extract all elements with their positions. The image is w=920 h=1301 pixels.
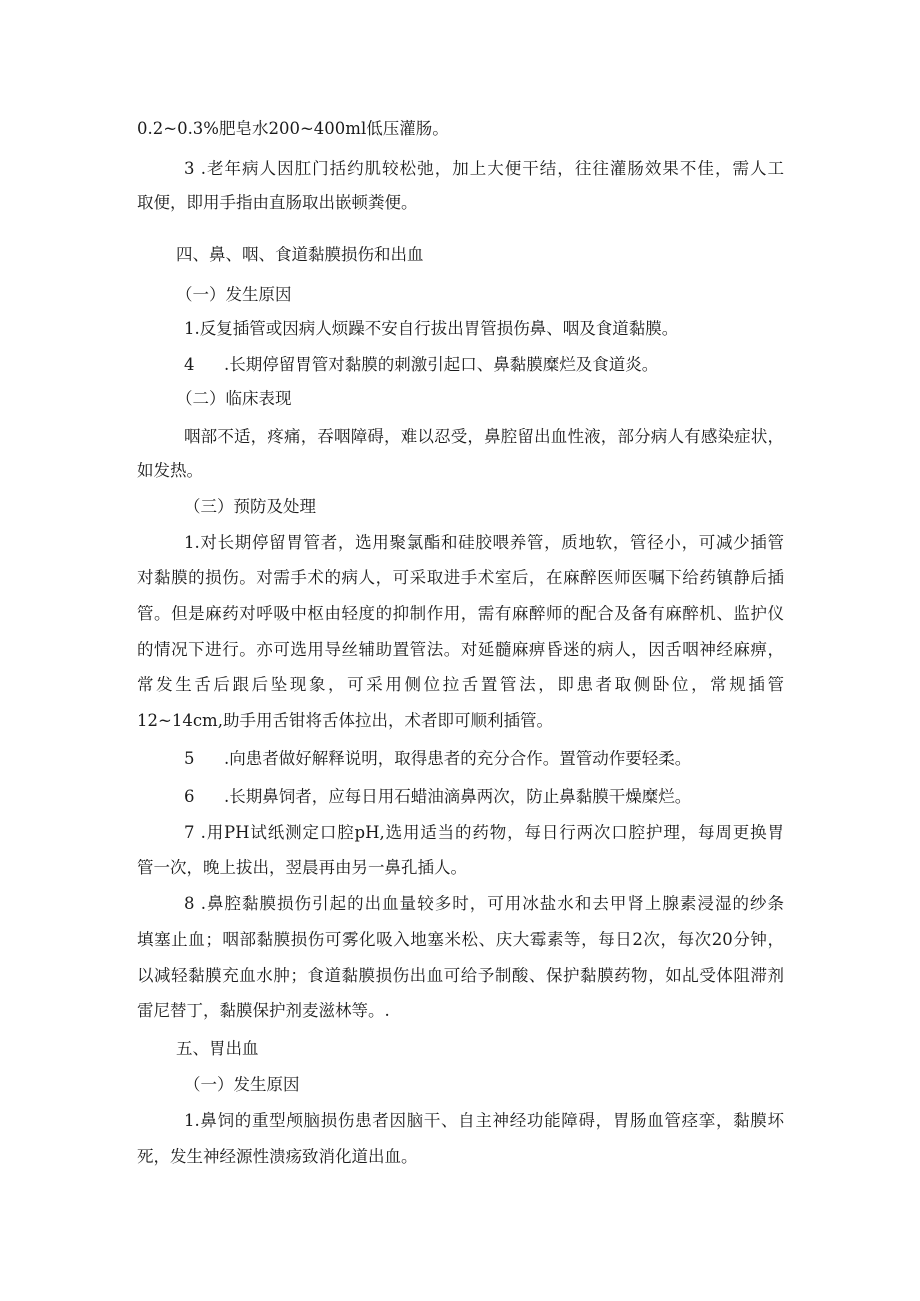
section-heading: 五、胃出血 xyxy=(176,1039,259,1058)
text-line: 如发热。 xyxy=(137,461,203,480)
text-span: 以减轻黏膜充血水肿；食道黏膜损伤出血可给予制酸、保护黏膜药物，如乩受体阻滞剂 xyxy=(137,966,784,985)
text-line: 12~14cm,助手用舌钳将舌体拉出，术者即可顺利插管。 xyxy=(137,711,553,730)
subsection-heading: （三）预防及处理 xyxy=(184,497,316,516)
text-span: .长期停留胃管对黏膜的刺激引起口、鼻黏膜糜烂及食道炎。 xyxy=(224,355,659,374)
list-number: 4 xyxy=(184,355,195,374)
text-span: 8 .鼻腔黏膜损伤引起的出血量较多时，可用冰盐水和去甲肾上腺素浸湿的纱条 xyxy=(184,894,784,913)
subsection-heading: （一）发生原因 xyxy=(184,1075,300,1094)
subsection-heading: （二）临床表现 xyxy=(176,389,292,408)
text-line xyxy=(137,602,784,626)
list-number: 6 xyxy=(184,787,195,806)
list-number: 5 xyxy=(184,749,195,768)
text-line xyxy=(184,821,784,845)
text-line xyxy=(137,964,784,988)
text-line xyxy=(184,1109,784,1133)
text-span: 填塞止血；咽部黏膜损伤可雾化吸入地塞米松、庆大霉素等，每日2次，每次20分钟， xyxy=(137,930,784,949)
text-line xyxy=(184,157,784,181)
subsection-heading: （一）发生原因 xyxy=(176,285,292,304)
text-span: 1.对长期停留胃管者，选用聚氯酯和硅胶喂养管，质地软，管径小，可减少插管 xyxy=(184,533,784,552)
text-line xyxy=(184,531,784,555)
text-line: 1.反复插管或因病人烦躁不安自行拔出胃管损伤鼻、咽及食道黏膜。 xyxy=(184,319,679,338)
text-span: 的情况下进行。亦可选用导丝辅助置管法。对延髓麻痹昏迷的病人，因舌咽神经麻痹， xyxy=(137,640,784,659)
text-line: 0.2~0.3%肥皂水200~400ml低压灌肠。 xyxy=(137,119,449,138)
text-span: .向患者做好解释说明，取得患者的充分合作。置管动作要轻柔。 xyxy=(224,749,692,768)
text-span: 7 .用PH试纸测定口腔pH,选用适当的药物，每日行两次口腔护理，每周更换胃 xyxy=(184,823,784,842)
text-span: 1.鼻饲的重型颅脑损伤患者因脑干、自主神经功能障碍，胃肠血管痉挛，黏膜坏 xyxy=(184,1111,784,1130)
text-line xyxy=(184,785,691,809)
text-span: 管。但是麻药对呼吸中枢由轻度的抑制作用，需有麻醉师的配合及备有麻醉机、监护仪 xyxy=(137,604,784,623)
text-line: 死，发生神经源性溃疡致消化道出血。 xyxy=(137,1147,418,1166)
text-line xyxy=(137,928,784,952)
text-line: 雷尼替丁，黏膜保护剂麦滋林等。. xyxy=(137,1001,390,1020)
text-line xyxy=(184,425,784,449)
text-span: 常发生舌后跟后坠现象，可采用侧位拉舌置管法，即患者取侧卧位，常规插管 xyxy=(137,675,784,694)
text-span: 咽部不适，疼痛，吞咽障碍，难以忍受，鼻腔留出血性液，部分病人有感染症状， xyxy=(184,427,784,446)
section-heading: 四、鼻、咽、食道黏膜损伤和出血 xyxy=(176,245,424,264)
text-line xyxy=(137,638,784,662)
text-line xyxy=(137,673,784,697)
text-line: 取便，即用手指由直肠取出嵌顿粪便。 xyxy=(137,193,418,212)
text-span: .长期鼻饲者，应每日用石蜡油滴鼻两次，防止鼻黏膜干燥糜烂。 xyxy=(224,787,692,806)
text-line xyxy=(184,747,691,771)
text-line: 管一次，晚上拔出，翌晨再由另一鼻孔插人。 xyxy=(137,858,467,877)
text-line xyxy=(137,566,784,590)
text-span: 对黏膜的损伤。对需手术的病人，可采取进手术室后，在麻醉医师医嘱下给药镇静后插 xyxy=(137,568,784,587)
text-line xyxy=(184,892,784,916)
text-line xyxy=(184,353,658,377)
text-span: 3 .老年病人因肛门括约肌较松弛，加上大便干结，往往灌肠效果不佳，需人工 xyxy=(184,159,784,178)
